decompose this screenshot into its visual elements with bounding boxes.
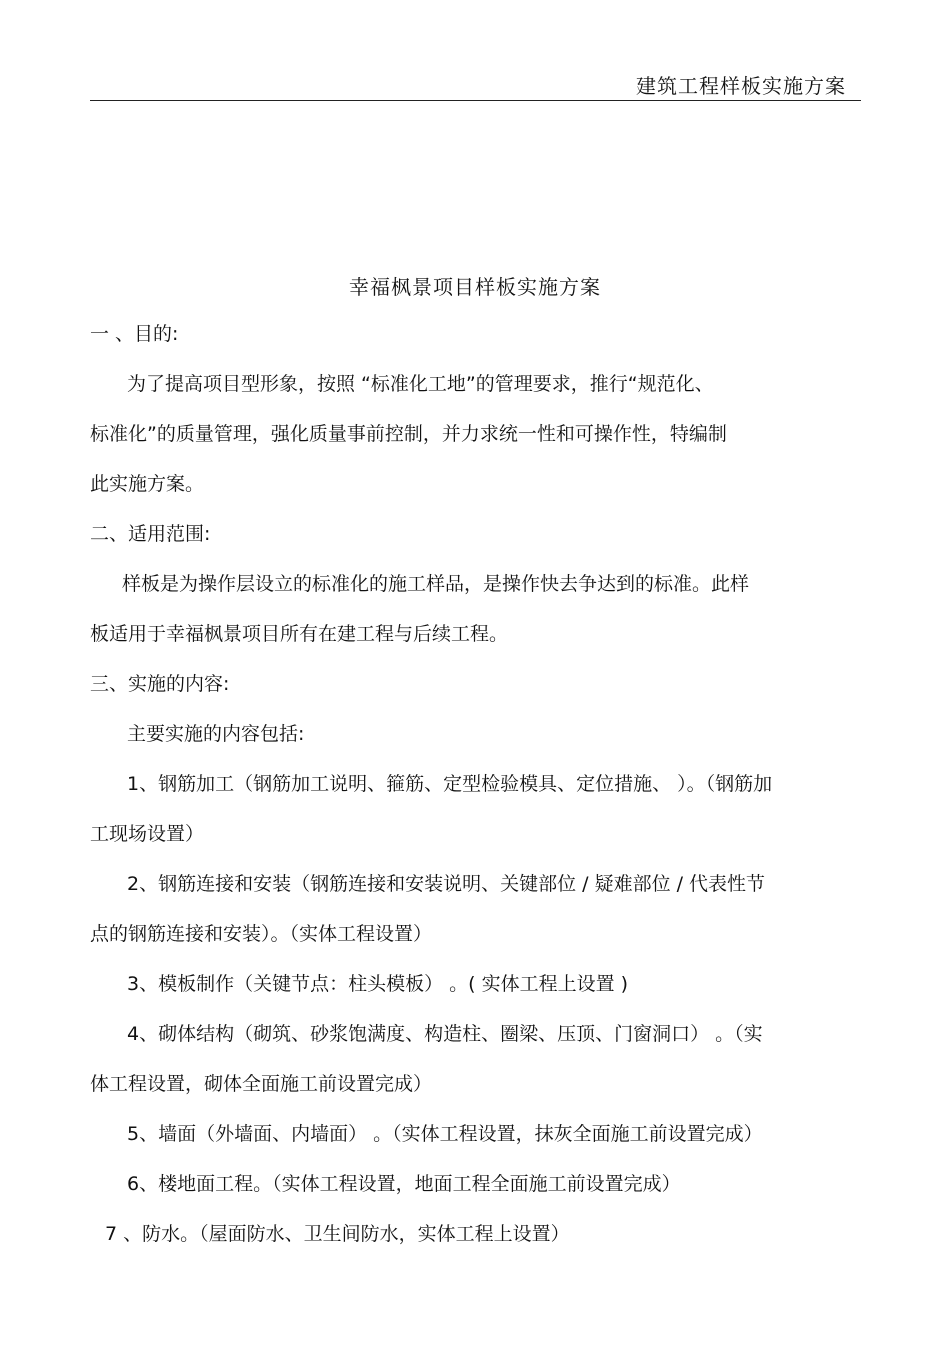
list-item: 4、砌体结构（砌筑、砂浆饱满度、构造柱、圈梁、压顶、门窗洞口） 。（实 [127, 1023, 763, 1045]
list-item: 6、楼地面工程。（实体工程设置，地面工程全面施工前设置完成） [127, 1173, 681, 1195]
section-heading-scope: 二、适用范围: [90, 523, 211, 545]
list-item: 2、钢筋连接和安装（钢筋连接和安装说明、关键部位 / 疑难部位 / 代表性节 [127, 873, 766, 895]
list-item: 3、模板制作（关键节点：柱头模板） 。( 实体工程上设置 ) [127, 973, 629, 995]
list-item: 7 、防水。（屋面防水、卫生间防水，实体工程上设置） [105, 1223, 570, 1245]
paragraph-line: 此实施方案。 [90, 473, 205, 495]
paragraph-line: 为了提高项目型形象，按照 “标准化工地”的管理要求，推行“规范化、 [127, 373, 714, 395]
document-title: 幸福枫景项目样板实施方案 [349, 275, 601, 299]
list-item-continuation: 点的钢筋连接和安装）。（实体工程设置） [90, 923, 433, 945]
header-divider [90, 100, 861, 101]
section-heading-purpose: 一 、目的: [90, 323, 179, 345]
page-header-title: 建筑工程样板实施方案 [636, 74, 846, 98]
list-item: 1、钢筋加工（钢筋加工说明、箍筋、定型检验模具、定位措施、 ）。（钢筋加 [127, 773, 773, 795]
paragraph-line: 板适用于幸福枫景项目所有在建工程与后续工程。 [90, 623, 509, 645]
paragraph-line: 样板是为操作层设立的标准化的施工样品，是操作快去争达到的标准。此样 [122, 573, 750, 595]
list-item-continuation: 工现场设置） [90, 823, 205, 845]
paragraph-line: 标准化”的质量管理，强化质量事前控制，并力求统一性和可操作性，特编制 [90, 423, 727, 445]
paragraph-line: 主要实施的内容包括: [127, 723, 305, 745]
list-item: 5、墙面（外墙面、内墙面） 。（实体工程设置，抹灰全面施工前设置完成） [127, 1123, 763, 1145]
section-heading-content: 三、实施的内容: [90, 673, 230, 695]
list-item-continuation: 体工程设置，砌体全面施工前设置完成） [90, 1073, 433, 1095]
